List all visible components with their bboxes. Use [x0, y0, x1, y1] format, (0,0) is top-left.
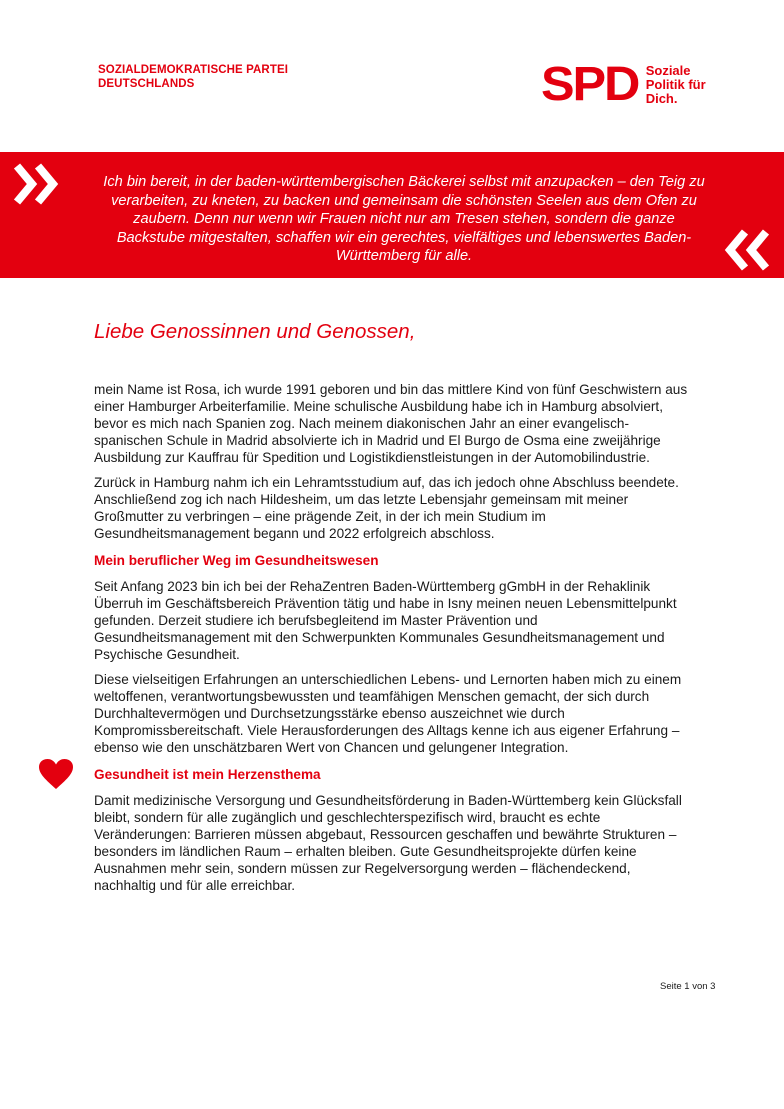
- greeting: Liebe Genossinnen und Genossen,: [94, 320, 416, 343]
- paragraph-career: Seit Anfang 2023 bin ich bei der RehaZentren Baden-Württemberg gGmbH in der Rehaklinik Überruh im Geschäftsbereich Prävention tätig und habe in Isny meinen neuen Lebensmittelpunkt gefunden. Derzeit studiere ich berufsbegleitend im Master Prävention und Gesundheitsmanagement mit den Schwerpunkten Kommunales Gesundheitsmanagement und Psychische Gesundheit.: [94, 579, 677, 662]
- letter-body: [94, 381, 694, 902]
- heading-health-wrap: [94, 766, 694, 783]
- heading-health: Gesundheit ist mein Herzensthema: [94, 767, 321, 782]
- page-number: Seite 1 von 3: [660, 981, 716, 992]
- paragraph-experience: Diese vielseitigen Erfahrungen an unterschiedlichen Lebens- und Lernorten haben mich zu einem weltoffenen, verantwortungsbewussten und teamfähigen Menschen gemacht, der sich durch Durchhaltevermögen und Durchsetzungsstärke ebenso auszeichnet wie durch Kompromissbereitschaft. Viele Herausforderungen des Alltags kenne ich aus eigener Erfahrung – ebenso wie den unschätzbaren Wert von Chancen und gelungener Integration.: [94, 672, 682, 755]
- banner-quote: Ich bin bereit, in der baden-württembergischen Bäckerei selbst mit anzupacken – den Teig zu verarbeiten, zu kneten, zu backen und gemeinsam die schönsten Seelen aus dem Ofen zu zaubern. Denn nur wenn wir Frauen nicht nur am Tresen stehen, sondern die ganze Backstube mitgestalten, schaffen wir ein gerechtes, vielfältiges und lebenswertes Baden-Württemberg für alle.: [103, 174, 705, 264]
- heading-career: Mein beruflicher Weg im Gesundheitswesen: [94, 553, 379, 568]
- logo-word: SPD: [541, 58, 639, 111]
- double-chevron-left-icon: [720, 226, 772, 279]
- quote-banner: [0, 152, 784, 278]
- party-name-line2: DEUTSCHLANDS: [98, 78, 195, 90]
- paragraph-intro: mein Name ist Rosa, ich wurde 1991 geboren und bin das mittlere Kind von fünf Geschwistern aus einer Hamburger Arbeiterfamilie. Meine schulische Ausbildung habe ich in Hamburg absolviert, bevor es mich nach Spanien zog. Nach meinem diakonischen Jahr an einer evangelisch-spanischen Schule in Madrid absolvierte ich in Madrid und El Burgo de Osma eine zweijährige Ausbildung zur Kauffrau für Spedition und Logistikdienstleistungen in der Automobilindustrie.: [94, 382, 688, 465]
- party-name: [98, 63, 288, 91]
- paragraph-health: Damit medizinische Versorgung und Gesundheitsförderung in Baden-Württemberg kein Glücksfall bleibt, sondern für alle zugänglich und geschlechterspezifisch wird, braucht es echte Veränderungen: Barrieren müssen abgebaut, Ressourcen geschaffen und bewährte Strukturen – besonders im ländlichen Raum – erhalten bleiben. Gute Gesundheitsprojekte dürfen keine Ausnahmen mehr sein, sondern müssen zur Regelversorgung werden – flächendeckend, nachhaltig und für alle erreichbar.: [94, 793, 682, 893]
- logo-slogan: [646, 64, 706, 106]
- double-chevron-right-icon: [12, 160, 64, 213]
- party-name-line1: SOZIALDEMOKRATISCHE PARTEI: [98, 64, 289, 76]
- slogan-line3: Dich.: [645, 91, 678, 106]
- paragraph-hamburg: Zurück in Hamburg nahm ich ein Lehramtsstudium auf, das ich jedoch ohne Abschluss beendete. Anschließend zog ich nach Hildesheim, um das letzte Lebensjahr gemeinsam mit meiner Großmutter zu verbringen – eine prägende Zeit, in der ich mein Studium im Gesundheitsmanagement begann und 2022 erfolgreich abschloss.: [94, 475, 679, 541]
- slogan-line1: Soziale: [645, 63, 691, 78]
- spd-logo: [541, 60, 706, 110]
- heart-icon: [38, 758, 74, 795]
- slogan-line2: Politik für: [645, 77, 706, 92]
